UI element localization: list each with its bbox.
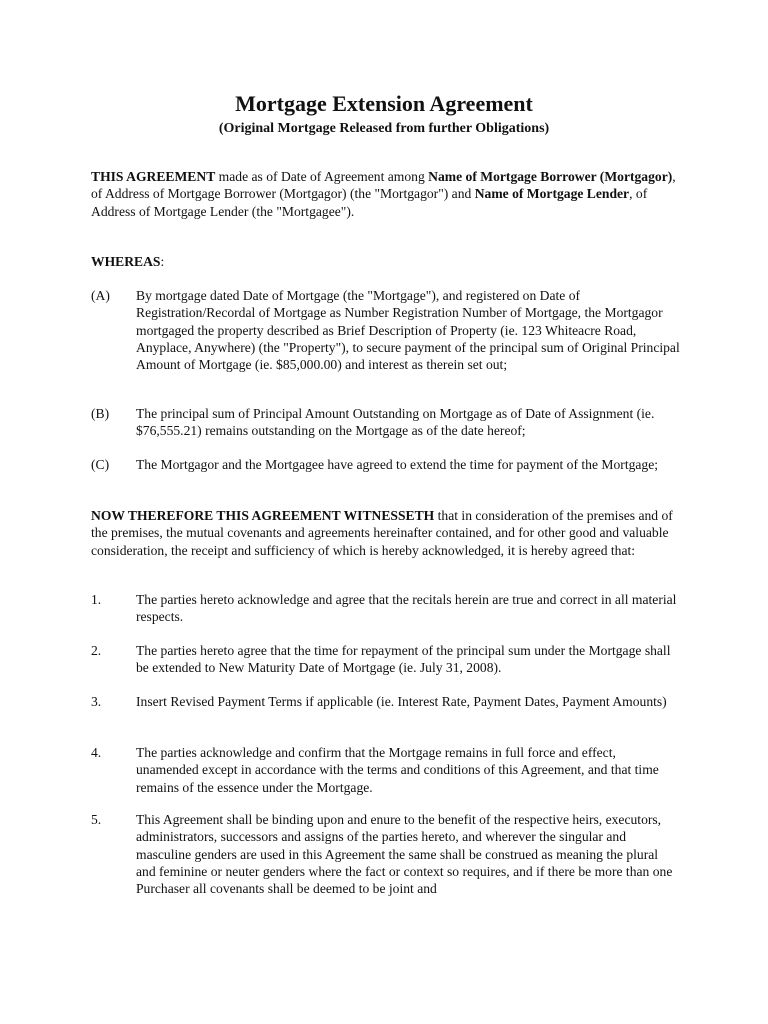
clause-label: 2.	[91, 643, 102, 658]
whereas-heading	[91, 253, 164, 270]
clause-label: 3.	[91, 694, 102, 709]
intro-part3: , of Address of Mortgage Lender (the "Mortgagee").	[91, 186, 648, 219]
document-subtitle: (Original Mortgage Released from further Obligations)	[218, 121, 550, 136]
clause-label: 1.	[91, 592, 102, 607]
recital-text: By mortgage dated Date of Mortgage (the "Mortgage"), and registered on Date of Registration/Recordal of Mortgage as Number Registration Number of Mortgage, the Mortgagor mortgaged the property described as Brief Description of Property (ie. 123 Whiteacre Road, Anyplace, Anywhere) (the "Property"), to secure payment of the principal sum of Original Principal Amount of Mortgage (ie. $85,000.00) and interest as therein set out;	[136, 288, 680, 373]
clause-label: 4.	[91, 745, 102, 760]
clause-text: The parties hereto agree that the time for repayment of the principal sum under the Mortgage shall be extended to New Maturity Date of Mortgage (ie. July 31, 2008).	[136, 643, 671, 676]
witnesseth-paragraph	[91, 507, 681, 559]
witnesseth-text: that in consideration of the premises and of the premises, the mutual covenants and agreements hereinafter contained, and for other good and valuable consideration, the receipt and sufficiency of which is hereby acknowledged, it is hereby agreed that:	[91, 508, 673, 558]
recital-text: The principal sum of Principal Amount Outstanding on Mortgage as of Date of Assignment (ie. $76,555.21) remains outstanding on the Mortgage as of the date hereof;	[136, 406, 655, 439]
clause-text: The parties hereto acknowledge and agree that the recitals herein are true and correct in all material respects.	[136, 592, 677, 625]
witnesseth-lead: NOW THEREFORE THIS AGREEMENT WITNESSETH	[91, 508, 435, 523]
recital-label: (B)	[91, 406, 110, 421]
recital-label: (C)	[91, 457, 110, 472]
intro-paragraph	[91, 168, 681, 220]
clause-label: 5.	[91, 812, 102, 827]
clause-text: The parties acknowledge and confirm that the Mortgage remains in full force and effect, unamended except in accordance with the terms and conditions of this Agreement, and that time remains of the essence under the Mortgage.	[136, 745, 659, 795]
lender-name: Name of Mortgage Lender	[474, 186, 630, 202]
whereas-colon: :	[160, 254, 165, 269]
document-title: Mortgage Extension Agreement	[235, 91, 533, 116]
recital-text: The Mortgagor and the Mortgagee have agreed to extend the time for payment of the Mortgage;	[136, 457, 659, 472]
whereas-label: WHEREAS	[91, 254, 161, 269]
intro-part2: , of Address of Mortgage Borrower (Mortgagor) (the "Mortgagor") and	[91, 169, 676, 202]
borrower-name: Name of Mortgage Borrower (Mortgagor)	[428, 169, 673, 184]
intro-part1: made as of Date of Agreement among	[215, 169, 429, 184]
clause-text: This Agreement shall be binding upon and enure to the benefit of the respective heirs, executors, administrators, successors and assigns of the parties hereto, and wherever the singular and masculine genders are used in this Agreement the same shall be construed as meaning the plural and feminine or neuter genders where the fact or context so requires, and if there be more than one Purchaser all covenants shall be deemed to be joint and	[136, 812, 673, 897]
recital-label: (A)	[91, 288, 110, 303]
clause-text: Insert Revised Payment Terms if applicable (ie. Interest Rate, Payment Dates, Payment Amounts)	[136, 694, 667, 709]
intro-lead: THIS AGREEMENT	[91, 169, 216, 184]
